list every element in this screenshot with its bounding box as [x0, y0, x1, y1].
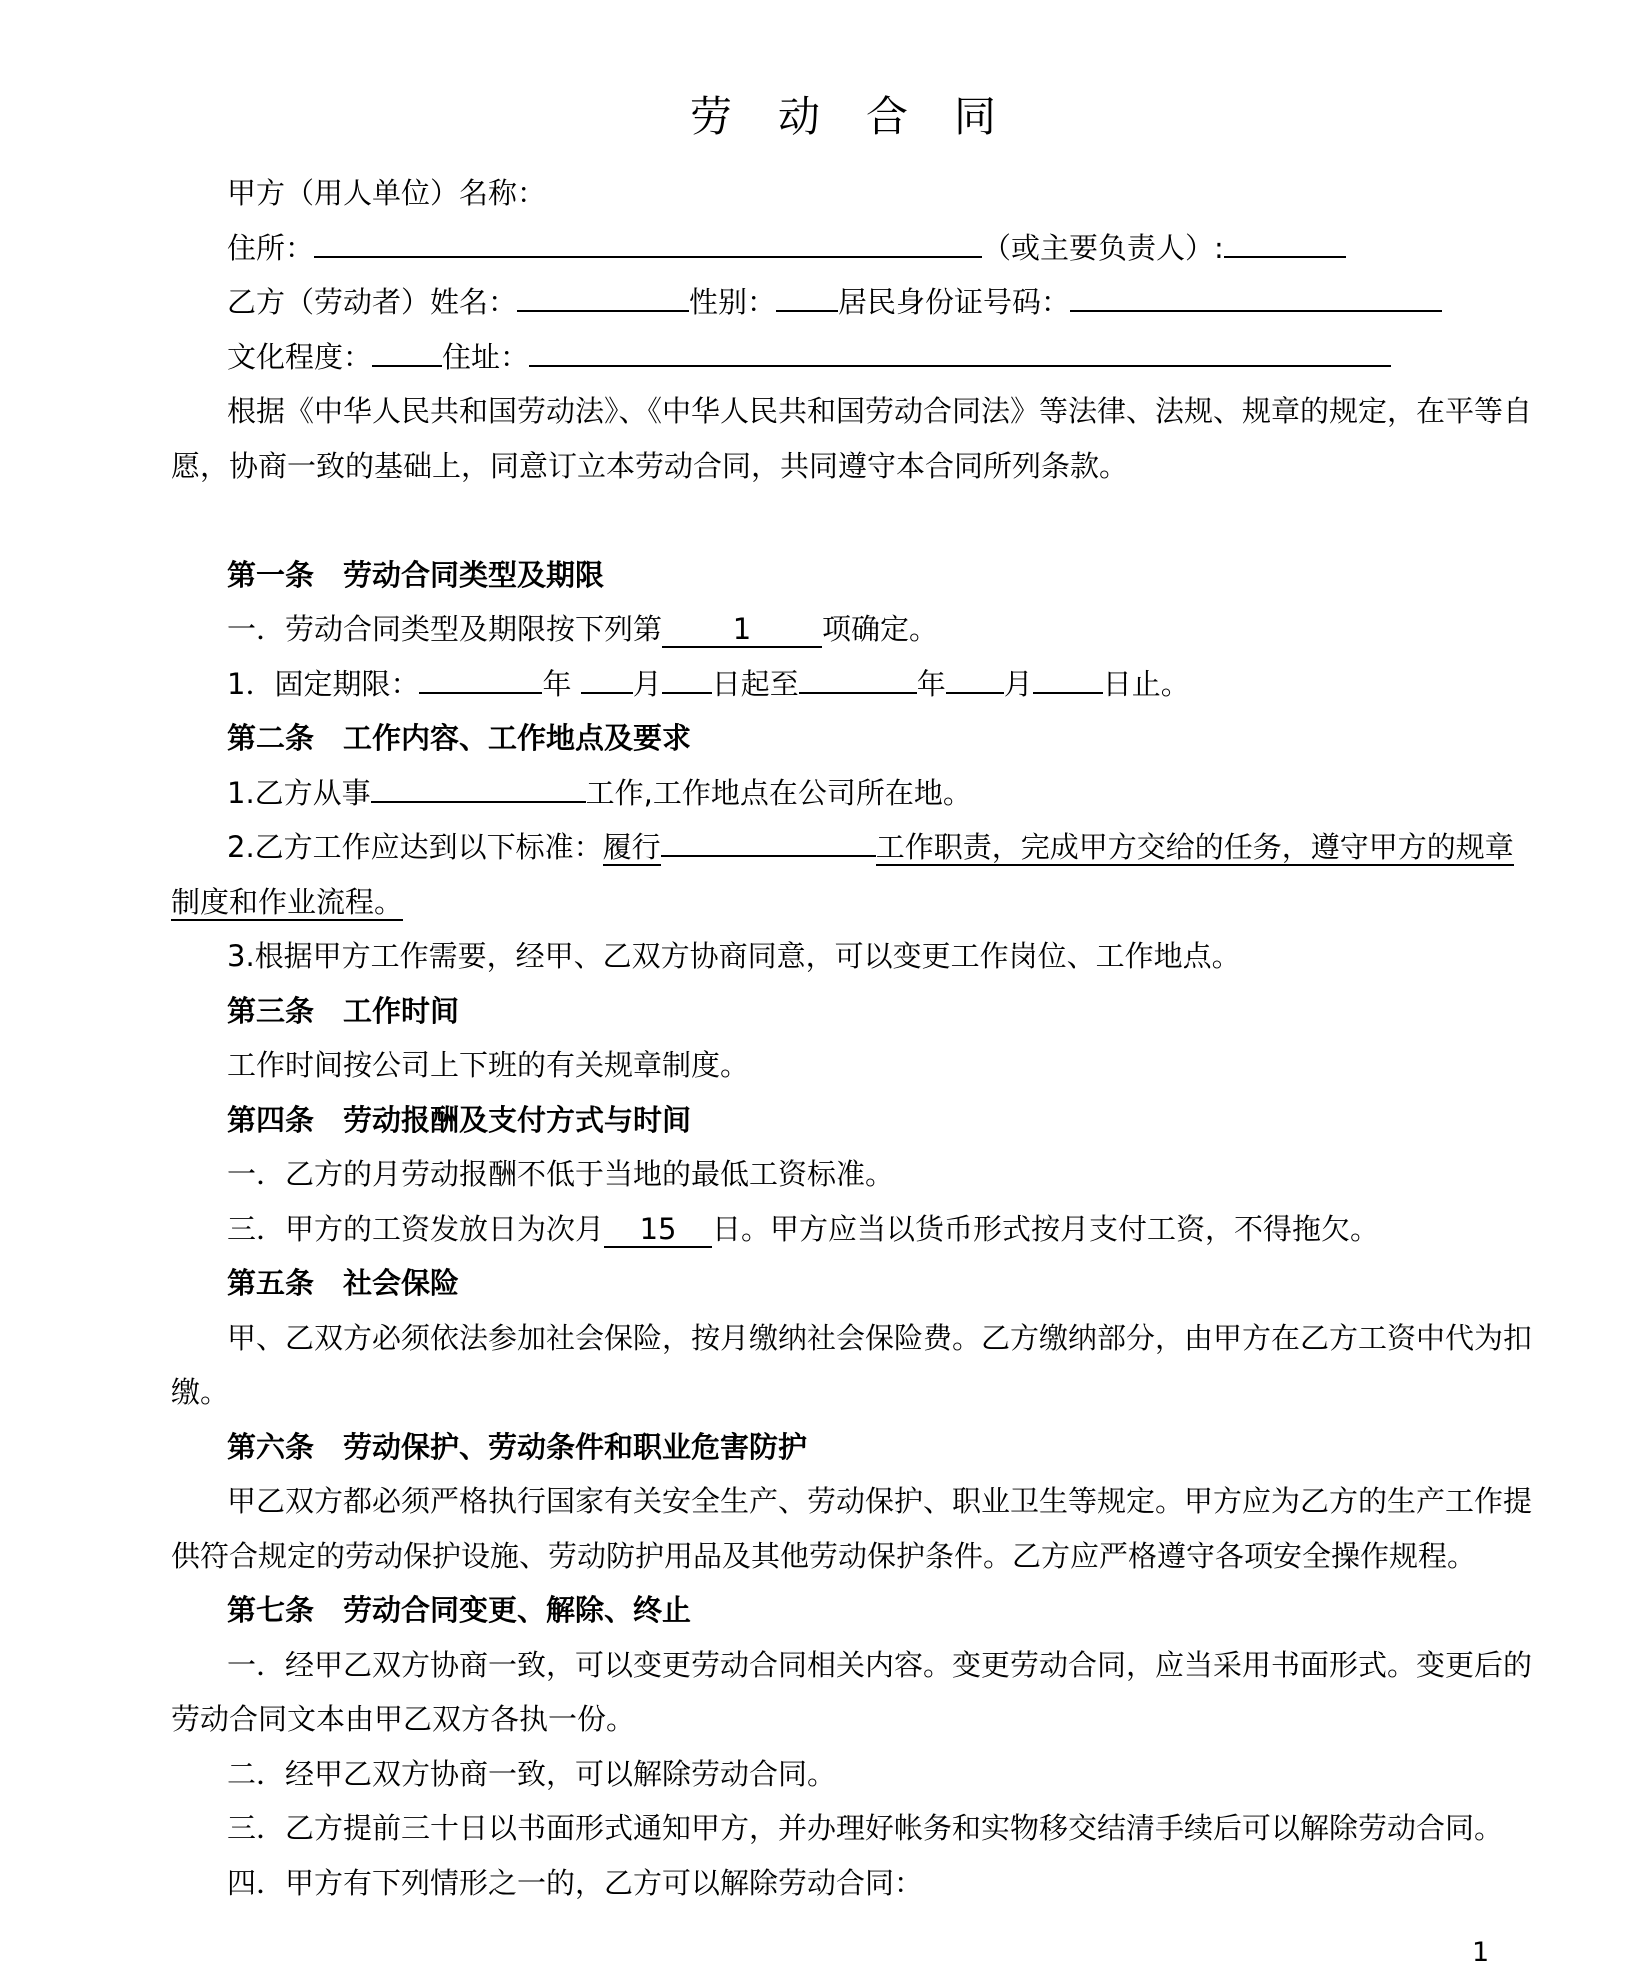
start-day-blank-field[interactable] [662, 692, 712, 694]
article-6-clause-1-line-1: 甲乙双方都必须严格执行国家有关安全生产、劳动保护、职业卫生等规定。甲方应为乙方的生产工作提 [227, 1484, 1533, 1518]
residence-blank-field[interactable] [529, 365, 1391, 367]
underlined-clause-text: 履行 [602, 830, 661, 864]
preamble-line-1: 根据《中华人民共和国劳动法》、《中华人民共和国劳动合同法》等法律、法规、规章的规定，在平等自 [227, 394, 1533, 428]
end-year-blank-field[interactable] [799, 692, 917, 694]
article-4-clause-1: 一．乙方的月劳动报酬不低于当地的最低工资标准。 [227, 1157, 895, 1191]
article-5-clause-1-line-2: 缴。 [171, 1375, 230, 1409]
article-1-clause-1 [171, 602, 1517, 657]
article-7-clause-4: 四．甲方有下列情形之一的，乙方可以解除劳动合同： [227, 1865, 924, 1900]
clause-text: 月 [632, 666, 662, 701]
clause-text: 月 [1003, 666, 1033, 701]
clause-text: 一．劳动合同类型及期限按下列第 [227, 612, 663, 646]
article-5-clause-1-line-1: 甲、乙双方必须依法参加社会保险，按月缴纳社会保险费。乙方缴纳部分，由甲方在乙方工资中代为扣 [227, 1320, 1533, 1355]
address-line [171, 221, 1517, 276]
article-7-clause-3: 三．乙方提前三十日以书面形式通知甲方，并办理好帐务和实物移交结清手续后可以解除劳动合同。 [227, 1811, 1504, 1845]
clause-text: 三．甲方的工资发放日为次月 [227, 1211, 605, 1246]
article-7-heading: 第七条 劳动合同变更、解除、终止 [227, 1593, 692, 1627]
article-2-heading: 第二条 工作内容、工作地点及要求 [227, 721, 692, 755]
article-2-clause-1 [171, 766, 1517, 821]
article-7-clause-1-line-2: 劳动合同文本由甲乙双方各执一份。 [171, 1702, 636, 1736]
start-year-blank-field[interactable] [419, 692, 542, 694]
end-day-blank-field[interactable] [1033, 692, 1103, 694]
document-title: 劳 动 合 同 [689, 92, 998, 141]
start-month-blank-field[interactable] [581, 692, 633, 694]
end-month-blank-field[interactable] [946, 692, 1004, 694]
party-a-name-label: 甲方（用人单位）名称： [227, 176, 547, 210]
article-2-clause-2-line-1 [171, 820, 1517, 875]
blank-line-spacer [171, 493, 1517, 548]
clause-text: 工作,工作地点在公司所在地。 [585, 775, 972, 810]
article-3-heading: 第三条 工作时间 [227, 993, 460, 1028]
article-4-clause-2 [171, 1202, 1517, 1257]
article-6-clause-1-line-2: 供符合规定的劳动保护设施、劳动防护用品及其他劳动保护条件。乙方应严格遵守各项安全操作规程。 [171, 1538, 1477, 1573]
preamble-line-2: 愿，协商一致的基础上，同意订立本劳动合同，共同遵守本合同所列条款。 [171, 448, 1129, 483]
article-5-heading: 第五条 社会保险 [227, 1266, 460, 1300]
education-label: 文化程度： [227, 339, 373, 374]
page-number: 1 [1472, 1937, 1490, 1968]
job-title-blank-field[interactable] [371, 801, 586, 803]
id-number-blank-field[interactable] [1070, 310, 1442, 312]
principal-label: （或主要负责人）: [982, 230, 1224, 265]
education-line [171, 330, 1517, 385]
party-b-line [171, 275, 1517, 330]
article-1-clause-2 [171, 657, 1517, 712]
article-2-clause-2-line-2 [171, 875, 1517, 930]
residence-label: 住址： [442, 339, 530, 374]
clause-text: 年 [916, 666, 946, 701]
gender-blank-field[interactable] [776, 310, 838, 312]
underlined-clause-text: 制度和作业流程。 [171, 884, 404, 919]
clause-text: 2.乙方工作应达到以下标准： [227, 830, 603, 864]
article-2-clause-3: 3.根据甲方工作需要，经甲、乙双方协商同意，可以变更工作岗位、工作地点。 [227, 939, 1241, 973]
article-4-heading: 第四条 劳动报酬及支付方式与时间 [227, 1102, 692, 1137]
id-number-label: 居民身份证号码： [838, 285, 1071, 319]
education-blank-field[interactable] [372, 365, 442, 367]
pay-day-blank-field[interactable]: 15 [604, 1212, 712, 1248]
clause-text: 1．固定期限： [227, 666, 420, 701]
clause-text: 日起至 [711, 666, 799, 701]
article-7-clause-2: 二．经甲乙双方协商一致，可以解除劳动合同。 [227, 1756, 837, 1791]
clause-text: 年 [542, 666, 572, 701]
party-a-name-line [171, 166, 1517, 221]
contract-document [171, 88, 1533, 1910]
article-7-clause-1-line-1: 一．经甲乙双方协商一致，可以变更劳动合同相关内容。变更劳动合同，应当采用书面形式。变更后的 [227, 1647, 1533, 1682]
address-label: 住所： [227, 230, 315, 265]
clause-text: 日止。 [1102, 666, 1190, 701]
underlined-clause-text: 工作职责，完成甲方交给的任务，遵守甲方的规章 [875, 830, 1514, 864]
clause-text: 日。甲方应当以货币形式按月支付工资，不得拖欠。 [712, 1211, 1380, 1246]
party-b-name-blank-field[interactable] [517, 310, 689, 312]
address-blank-field[interactable] [314, 256, 982, 258]
article-3-clause-1: 工作时间按公司上下班的有关规章制度。 [227, 1048, 750, 1082]
clause-text: 1.乙方从事 [227, 775, 371, 810]
gender-label: 性别： [689, 285, 777, 319]
contract-type-blank-field[interactable]: 1 [662, 612, 822, 648]
article-6-heading: 第六条 劳动保护、劳动条件和职业危害防护 [227, 1429, 808, 1464]
party-b-name-label: 乙方（劳动者）姓名： [227, 285, 518, 319]
article-1-heading: 第一条 劳动合同类型及期限 [227, 557, 605, 592]
clause-text: 项确定。 [822, 612, 939, 646]
duty-blank-field[interactable] [661, 855, 876, 857]
principal-blank-field[interactable] [1224, 256, 1346, 258]
